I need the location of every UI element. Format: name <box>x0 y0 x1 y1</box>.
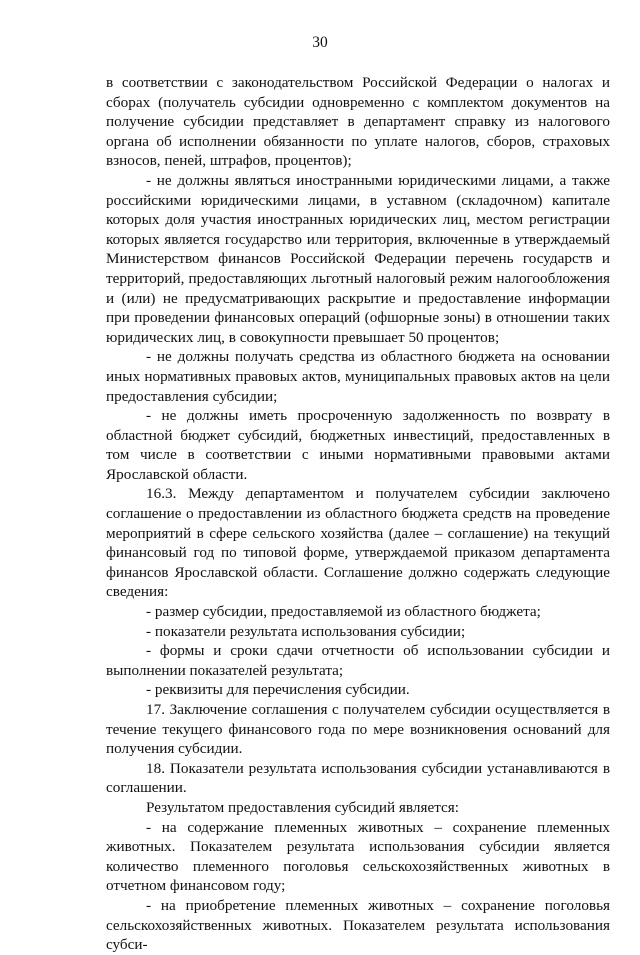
paragraph-tax-obligations: в соответствии с законодательством Российской Федерации о налогах и сборах (получатель субсидии одновременно с комплектом документов на получение субсидии представляет в департамент справку из налогового органа об исполнении обязанности по уплате налогов, сборов, страховых взносов, пеней, штрафов, процентов); <box>106 74 610 170</box>
paragraph-overdue-debt: - не должны иметь просроченную задолженность по возврату в областной бюджет субсидий, бюджетных инвестиций, предоставленных в том числе в соответствии с иными нормативными правовыми актами Ярославской области. <box>106 407 610 483</box>
document-body <box>106 73 610 955</box>
list-item-subsidy-amount: - размер субсидии, предоставляемой из областного бюджета; <box>146 603 541 621</box>
paragraph-section-16-3: 16.3. Между департаментом и получателем субсидии заключено соглашение о предоставлении из областного бюджета средств на проведение мероприятий в сфере сельского хозяйства (далее – соглашение) на текущий финансовый год по типовой форме, утверждаемой приказом департамента финансов Ярославской области. Соглашение должно содержать следующие сведения: <box>106 485 610 601</box>
list-item-breeding-purchase: - на приобретение племенных животных – сохранение поголовья сельскохозяйственных животных. Показателем результата использования субси- <box>106 896 610 954</box>
list-item-result-indicators: - показатели результата использования субсидии; <box>146 622 466 640</box>
paragraph-foreign-entities: - не должны являться иностранными юридическими лицами, а также российскими юридическими лицами, в уставном (складочном) капитале которых доля участия иностранных юридических лиц, местом регистрации которых является государство или территория, включенные в утверждаемый Министерством финансов Российской Федерации перечень государств и территорий, предоставляющих льготный налоговый режим налогообложения и (или) не предусматривающих раскрытие и предоставление информации при проведении финансовых операций (офшорные зоны) в отношении таких юридических лиц, в совокупности превышает 50 процентов; <box>106 171 610 346</box>
page-number: 30 <box>312 34 328 51</box>
paragraph-other-funding: - не должны получать средства из областного бюджета на основании иных нормативных правовых актов, муниципальных правовых актов на цели предоставления субсидии; <box>106 348 610 405</box>
paragraph-section-18: 18. Показатели результата использования субсидии устанавливаются в соглашении. <box>106 759 610 797</box>
list-item-breeding-maintenance: - на содержание племенных животных – сохранение племенных животных. Показателем результата использования субсидии является количество племенного поголовья сельскохозяйственных животных в отчетном финансовом году; <box>106 818 610 895</box>
paragraph-result-intro: Результатом предоставления субсидий является: <box>146 798 459 816</box>
list-item-bank-details: - реквизиты для перечисления субсидии. <box>146 681 410 699</box>
list-item-reporting-forms: - формы и сроки сдачи отчетности об использовании субсидии и выполнении показателей результата; <box>106 642 610 679</box>
paragraph-section-17: 17. Заключение соглашения с получателем субсидии осуществляется в течение текущего финансового года по мере возникновения оснований для получения субсидии. <box>106 701 610 758</box>
